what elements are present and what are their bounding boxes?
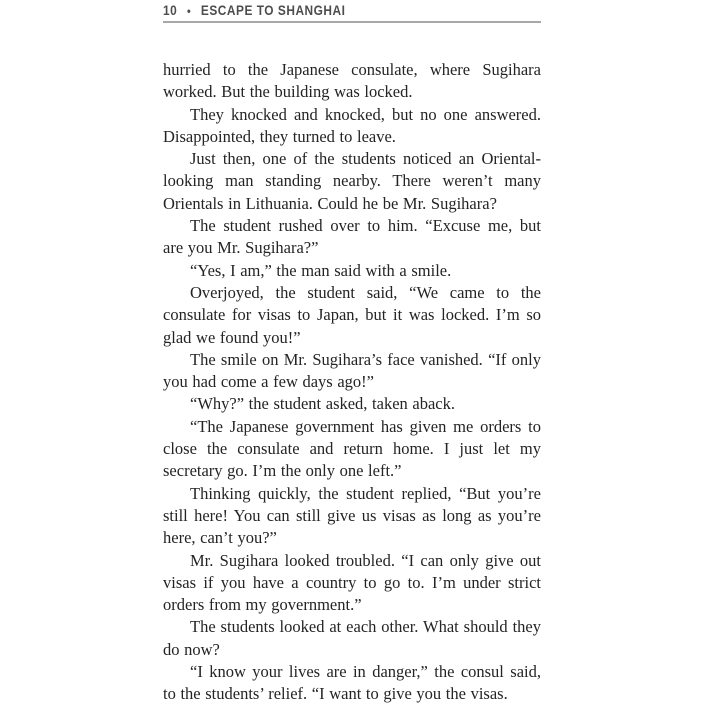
running-head-title: ESCAPE TO SHANGHAI bbox=[200, 3, 346, 18]
page-header bbox=[163, 3, 496, 18]
paragraph: Just then, one of the students noticed an Oriental-looking man standing nearby. There weren’t many Orientals in Lithuania. Could he be Mr. Sugihara? bbox=[163, 149, 541, 213]
paragraph: Mr. Sugihara looked troubled. “I can only give out visas if you have a country to go to. I’m under strict orders from my government.” bbox=[163, 550, 541, 615]
paragraph: Overjoyed, the student said, “We came to the consulate for visas to Japan, but it was locked. I’m so glad we found you!” bbox=[163, 282, 541, 347]
paragraph: The smile on Mr. Sugihara’s face vanished. “If only you had come a few days ago!” bbox=[163, 349, 541, 392]
paragraph: The students looked at each other. What should they do now? bbox=[163, 617, 541, 659]
paragraph: Thinking quickly, the student replied, “But you’re still here! You can still give us visas as long as you’re here, can’t you?” bbox=[163, 483, 541, 548]
header-rule bbox=[163, 21, 541, 23]
paragraph: “Yes, I am,” the man said with a smile. bbox=[190, 260, 452, 280]
paragraph: “I know your lives are in danger,” the consul said, to the students’ relief. “I want to give you the visas. bbox=[163, 662, 541, 704]
page-number: 10 bbox=[163, 3, 178, 18]
page-body bbox=[163, 59, 541, 704]
paragraph: “Why?” the student asked, taken aback. bbox=[190, 394, 456, 414]
paragraph: “The Japanese government has given me orders to close the consulate and return home. I just let my secretary go. I’m the only one left.” bbox=[163, 416, 541, 481]
paragraph: They knocked and knocked, but no one answered. Disappointed, they turned to leave. bbox=[163, 104, 541, 146]
paragraph: hurried to the Japanese consulate, where Sugihara worked. But the building was locked. bbox=[163, 60, 541, 102]
paragraph: The student rushed over to him. “Excuse me, but are you Mr. Sugihara?” bbox=[163, 216, 541, 258]
bullet-separator: • bbox=[186, 4, 192, 18]
